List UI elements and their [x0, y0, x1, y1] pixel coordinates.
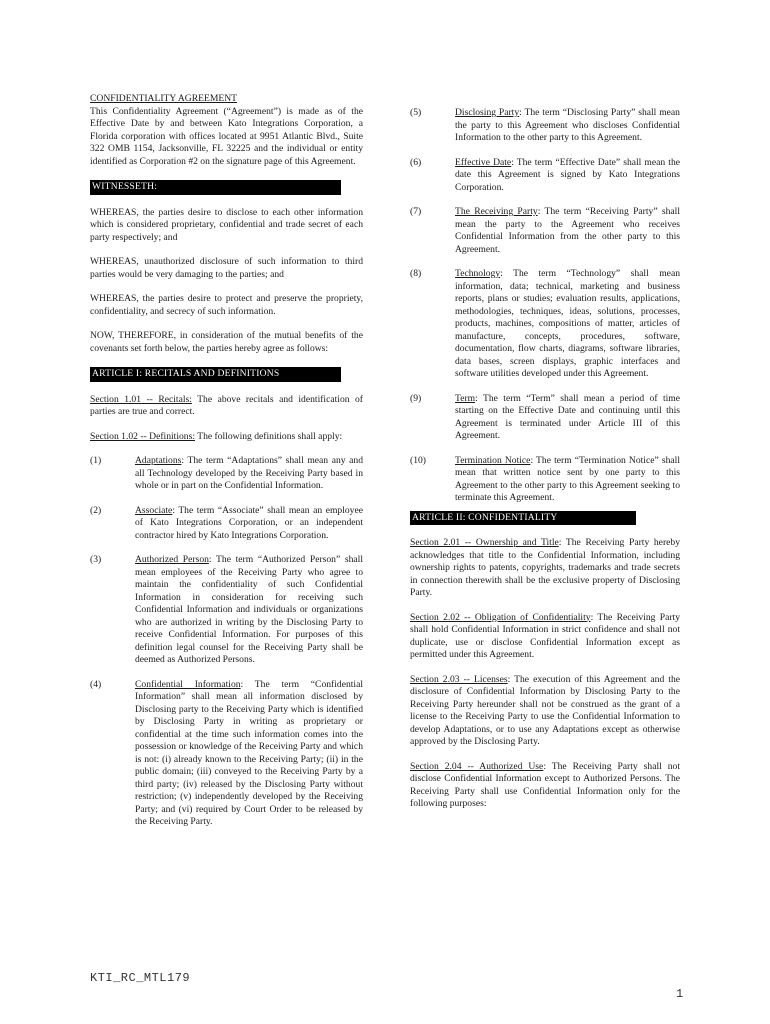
whereas-paragraph-1: WHEREAS, the parties desire to disclose to each other information which is considered proprietary, confidential and trade secret of each party respectively; and [90, 206, 363, 243]
definition-number: (8) [410, 268, 422, 279]
definition-number: (9) [410, 392, 422, 404]
definition-text: : The term “Adaptations” shall mean any and all Technology developed by the Receiving Party based in whole or in part on the Confidential Information. [135, 455, 363, 491]
section-2-02-text: : The Receiving Party shall hold Confidential Information in strict confidence and shall not duplicate, use or disclose Confidential Information except as permitted under this Agreement. [410, 611, 681, 660]
page-number: 1 [676, 987, 684, 1001]
definition-text: : The term “Associate” shall mean an employee of Kato Integrations Corporation, or an independent contractor hired by Kato Integrations Corporation. [135, 504, 363, 541]
definition-term: Disclosing Party [455, 107, 520, 118]
section-2-02 [410, 612, 680, 662]
now-therefore-paragraph: NOW, THEREFORE, in consideration of the mutual benefits of the covenants set forth below, the parties hereby agree as follows: [90, 330, 363, 354]
definition-item [410, 206, 680, 256]
definition-item [90, 679, 363, 829]
definition-number: (6) [410, 156, 422, 168]
intro-paragraph: This Confidentiality Agreement (“Agreement”) is made as of the Effective Date by and between Kato Integrations Corporation, a Florida corporation with offices located at 9951 Atlantic Blvd., Suite 322 OMB 1154, Jacksonville, FL 32225 and the individual or entity identified as Corporation #2 on the signature page of this Agreement. [90, 105, 363, 167]
definition-number: (7) [410, 206, 422, 217]
definition-item [410, 268, 680, 381]
section-1-02 [90, 431, 363, 444]
section-1-01-text: The above recitals and identification of parties are true and correct. [90, 393, 363, 417]
definition-term: Term [455, 392, 476, 404]
definition-term: Effective Date [455, 156, 512, 168]
right-column [410, 107, 680, 823]
definition-number: (5) [410, 107, 422, 118]
definition-term: Associate [135, 504, 173, 516]
section-2-01-text: : The Receiving Party hereby acknowledges that title to the Confidential Information, including ownership rights to patents, copyrights, trademarks and trade secrets in connection therewith shall be the exclusive property of Disclosing Party. [410, 537, 680, 598]
article-2-banner: ARTICLE II: CONFIDENTIALITY [410, 511, 636, 526]
definition-item [90, 505, 363, 543]
section-2-01 [410, 537, 680, 600]
witnesseth-banner: WITNESSETH: [90, 180, 341, 195]
definition-term: Technology [455, 268, 501, 279]
definition-number: (4) [90, 678, 102, 690]
definition-text: : The term “Confidential Information” shall mean all information disclosed by Disclosing party to the Receiving Party which is identified by Disclosing Party in writing as proprietary or confidential at the time such information comes into the possession or knowledge of the Receiving Party and which is not: (i) already known to the Receiving Party; (ii) in the public domain; (iii) conveyed to the Receiving Party by a third party; (iv) released by the Disclosing Party without restriction; (v) independently developed by the Receiving Party; and (vi) required by Court Order to be released by the Receiving Party. [135, 678, 364, 827]
definition-term: Confidential Information [135, 678, 241, 690]
section-2-04 [410, 761, 680, 811]
definition-item [90, 455, 363, 493]
section-1-01 [90, 394, 363, 419]
section-2-04-text: : The Receiving Party shall not disclose Confidential Information except to Authorized Persons. The Receiving Party shall use Confidential Information only for the following purposes: [410, 760, 680, 809]
definition-text: : The term “Term” shall mean a period of time starting on the Effective Date and continuing until this Agreement is terminated under Article III of this Agreement. [455, 392, 680, 441]
section-1-01-title: Section 1.01 -- Recitals: [90, 393, 192, 405]
document-id-footer: KTI_RC_MTL179 [90, 971, 191, 985]
agreement-heading: CONFIDENTIALITY AGREEMENT [90, 93, 237, 104]
section-2-02-title: Section 2.02 -- Obligation of Confidentiality [410, 611, 591, 623]
section-2-03-text: : The execution of this Agreement and the disclosure of Confidential Information by Disclosing Party to the Receiving Party hereunder shall not be construed as the grant of a license to the Receiving Party to use the Confidential Information to develop Adaptations, or to use any Adaptations except as otherwise approved by the Disclosing Party. [410, 673, 680, 747]
definition-item [410, 107, 680, 145]
definition-number: (1) [90, 455, 102, 466]
definition-text: : The term “Disclosing Party” shall mean the party to this Agreement who discloses Confidential Information to the other party to this Agreement. [455, 107, 680, 143]
definition-term: Authorized Person [135, 554, 209, 565]
section-1-02-title: Section 1.02 -- Definitions: [90, 430, 195, 442]
left-column [90, 93, 363, 841]
definition-number: (10) [410, 454, 426, 466]
section-1-02-text: The following definitions shall apply: [194, 430, 343, 442]
definition-text: : The term “Authorized Person” shall mean employees of the Receiving Party who agree to maintain the confidentiality of such Confidential Information in consideration for receiving such Confidential Information and individuals or organizations who are authorized in writing by the Disclosing Party to receive Confidential Information. For purposes of this definition legal counsel for the Receiving Party shall be deemed as Authorized Persons. [135, 554, 363, 665]
definition-text: : The term “Technology” shall mean information, data; technical, marketing and business reports, plans or studies; evaluation results, applications, methodologies, techniques, ideas, solutions, processes, products, machines, compositions of matter, articles of manufacture, concepts, procedures, software, documentation, flow charts, diagrams, software libraries, data bases, screen displays, graphic interfaces and software utilities developed under this Agreement. [455, 268, 680, 379]
definition-text: : The term “Effective Date” shall mean the date this Agreement is signed by Kato Integrations Corporation. [455, 156, 680, 193]
section-2-03-title: Section 2.03 -- Licenses [410, 673, 508, 685]
section-2-03 [410, 674, 680, 749]
article-1-banner: ARTICLE I: RECITALS AND DEFINITIONS [90, 367, 341, 382]
section-2-01-title: Section 2.01 -- Ownership and Title [410, 537, 559, 548]
section-2-04-title: Section 2.04 -- Authorized Use [410, 760, 544, 772]
definition-text: : The term “Receiving Party” shall mean the party to the Agreement who receives Confidential Information from the other party to this Agreement. [455, 206, 681, 255]
whereas-paragraph-3: WHEREAS, the parties desire to protect and preserve the propriety, confidentiality, and secrecy of such information. [90, 293, 363, 317]
definition-item [410, 157, 680, 195]
whereas-paragraph-2: WHEREAS, unauthorized disclosure of such information to third parties would be very damaging to the parties; and [90, 256, 363, 280]
definition-item [410, 455, 680, 505]
definition-number: (3) [90, 554, 102, 565]
definition-item [410, 393, 680, 443]
definition-item [90, 554, 363, 667]
definition-number: (2) [90, 504, 102, 516]
definition-term: The Receiving Party [455, 206, 538, 217]
definition-term: Adaptations [135, 455, 182, 466]
definition-term: Termination Notice [455, 454, 531, 466]
definition-text: : The term “Termination Notice” shall mean that written notice sent by one party to this Agreement to the other party to this Agreement seeking to terminate this Agreement. [455, 454, 680, 503]
